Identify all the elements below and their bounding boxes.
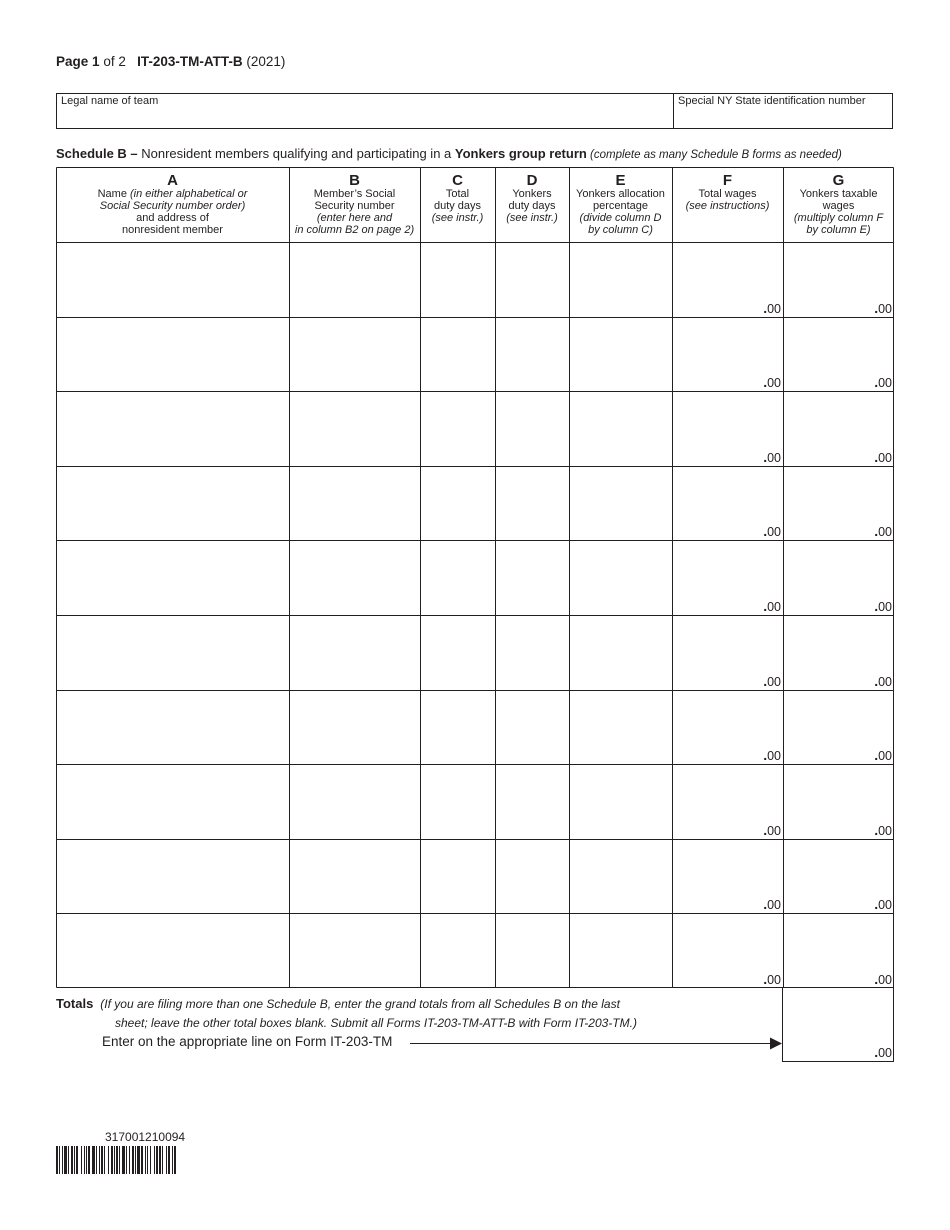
barcode-bar	[108, 1146, 109, 1174]
barcode-bar	[122, 1146, 125, 1174]
cents-label: .00	[874, 449, 892, 465]
cell-yonkers-duty-days[interactable]	[496, 691, 569, 764]
cell-name-address[interactable]	[57, 616, 289, 690]
cell-total-wages[interactable]	[673, 392, 783, 466]
cell-name-address[interactable]	[57, 765, 289, 839]
cell-yonkers-duty-days[interactable]	[496, 616, 569, 690]
totals-note-line2: sheet; leave the other total boxes blank. Submit all Forms IT-203-TM-ATT-B with Form IT-203-TM.)	[115, 1016, 637, 1030]
cell-yonkers-duty-days[interactable]	[496, 467, 569, 540]
cell-total-wages[interactable]	[673, 914, 783, 988]
barcode-bar	[129, 1146, 130, 1174]
table-row	[56, 391, 894, 466]
table-row	[56, 615, 894, 690]
barcode-number: 317001210094	[105, 1130, 186, 1144]
cell-yonkers-taxable-wages[interactable]	[784, 616, 894, 690]
cell-yonkers-taxable-wages[interactable]	[784, 467, 894, 540]
totals-enter-instruction: Enter on the appropriate line on Form IT-203-TM	[102, 1034, 393, 1049]
barcode-bar	[56, 1146, 58, 1174]
cell-allocation-percentage[interactable]	[570, 840, 672, 913]
barcode-bar	[126, 1146, 127, 1174]
page-header	[56, 54, 285, 69]
cell-total-duty-days[interactable]	[421, 616, 495, 690]
barcode-bar	[76, 1146, 78, 1174]
table-row	[56, 242, 894, 317]
cents-label: .00	[874, 822, 892, 838]
barcode-bar	[62, 1146, 63, 1174]
table-row	[56, 540, 894, 615]
barcode-bar	[81, 1146, 82, 1174]
barcode-bar	[59, 1146, 60, 1174]
total-yonkers-wages-field[interactable]	[782, 987, 894, 1062]
cents-label: .00	[874, 971, 892, 987]
column-header-f: F Total wages (see instructions)	[685, 172, 770, 212]
barcode-bar	[64, 1146, 67, 1174]
schedule-b-table	[56, 167, 894, 988]
cell-allocation-percentage[interactable]	[570, 392, 672, 466]
cell-ssn[interactable]	[290, 914, 420, 988]
total-cents: .00	[874, 1044, 892, 1060]
form-id: IT-203-TM-ATT-B	[137, 54, 243, 69]
cell-total-wages[interactable]	[673, 840, 783, 913]
cell-yonkers-duty-days[interactable]	[496, 541, 569, 615]
barcode-bar	[135, 1146, 136, 1174]
cell-yonkers-taxable-wages[interactable]	[784, 765, 894, 839]
cell-total-wages[interactable]	[673, 691, 783, 764]
barcode-bar	[132, 1146, 134, 1174]
totals-label: Totals	[56, 996, 94, 1011]
barcode-bar	[166, 1146, 167, 1174]
column-header-c: C Total duty days (see instr.)	[431, 172, 484, 224]
cell-name-address[interactable]	[57, 840, 289, 913]
cell-ssn[interactable]	[290, 616, 420, 690]
cell-ssn[interactable]	[290, 243, 420, 317]
special-id-field[interactable]	[674, 94, 892, 128]
cell-ssn[interactable]	[290, 467, 420, 540]
cell-yonkers-duty-days[interactable]	[496, 840, 569, 913]
cell-total-duty-days[interactable]	[421, 318, 495, 391]
schedule-title-note: (complete as many Schedule B forms as needed)	[586, 149, 842, 161]
cell-allocation-percentage[interactable]	[570, 541, 672, 615]
cents-label: .00	[763, 374, 781, 390]
column-header-e: E Yonkers allocation percentage (divide column D by column C)	[576, 172, 665, 236]
page-number: 1	[92, 54, 100, 69]
cell-allocation-percentage[interactable]	[570, 243, 672, 317]
cents-label: .00	[874, 300, 892, 316]
team-info-box	[56, 93, 893, 129]
barcode	[56, 1146, 240, 1174]
barcode-bar	[114, 1146, 115, 1174]
cell-name-address[interactable]	[57, 318, 289, 391]
cents-label: .00	[874, 747, 892, 763]
cents-label: .00	[763, 747, 781, 763]
cell-ssn[interactable]	[290, 840, 420, 913]
cell-total-wages[interactable]	[673, 616, 783, 690]
cents-label: .00	[874, 523, 892, 539]
cell-yonkers-taxable-wages[interactable]	[784, 318, 894, 391]
barcode-bar	[174, 1146, 176, 1174]
cents-label: .00	[763, 971, 781, 987]
barcode-bar	[141, 1146, 143, 1174]
cell-allocation-percentage[interactable]	[570, 467, 672, 540]
barcode-bar	[116, 1146, 118, 1174]
special-id-label: Special NY State identification number	[678, 95, 866, 107]
cell-name-address[interactable]	[57, 467, 289, 540]
table-row	[56, 839, 894, 913]
cents-label: .00	[763, 822, 781, 838]
cell-name-address[interactable]	[57, 392, 289, 466]
cell-total-duty-days[interactable]	[421, 765, 495, 839]
cell-ssn[interactable]	[290, 318, 420, 391]
schedule-title-bold2: Yonkers group return	[454, 146, 587, 161]
barcode-bar	[150, 1146, 151, 1174]
page-of: of 2	[103, 54, 126, 69]
barcode-bar	[96, 1146, 97, 1174]
cents-label: .00	[874, 896, 892, 912]
cell-total-wages[interactable]	[673, 541, 783, 615]
table-row	[56, 913, 894, 988]
barcode-bar	[162, 1146, 163, 1174]
legal-name-label: Legal name of team	[61, 95, 159, 107]
barcode-bar	[147, 1146, 148, 1174]
cell-total-duty-days[interactable]	[421, 392, 495, 466]
barcode-bar	[71, 1146, 73, 1174]
cents-label: .00	[874, 374, 892, 390]
barcode-bar	[111, 1146, 113, 1174]
schedule-title	[56, 146, 842, 161]
schedule-title-bold: Schedule B –	[56, 146, 138, 161]
table-row	[56, 317, 894, 391]
cell-allocation-percentage[interactable]	[570, 765, 672, 839]
cell-name-address[interactable]	[57, 691, 289, 764]
cell-yonkers-taxable-wages[interactable]	[784, 243, 894, 317]
cell-allocation-percentage[interactable]	[570, 616, 672, 690]
cell-yonkers-taxable-wages[interactable]	[784, 541, 894, 615]
legal-name-field[interactable]	[57, 94, 674, 128]
cents-label: .00	[874, 673, 892, 689]
cell-total-duty-days[interactable]	[421, 840, 495, 913]
schedule-title-text: Nonresident members qualifying and participating in a	[137, 146, 455, 161]
cell-total-wages[interactable]	[673, 243, 783, 317]
column-header-a: A Name (in either alphabetical or Social Security number order) and address of nonresident member	[97, 172, 248, 236]
cell-total-duty-days[interactable]	[421, 467, 495, 540]
cell-ssn[interactable]	[290, 691, 420, 764]
totals-note-line1: (If you are filing more than one Schedule B, enter the grand totals from all Schedules B on the last	[100, 997, 620, 1011]
totals-arrow	[400, 1036, 785, 1052]
cents-label: .00	[763, 598, 781, 614]
column-header-d: D Yonkers duty days (see instr.)	[506, 172, 558, 224]
barcode-bar	[88, 1146, 90, 1174]
form-year: (2021)	[246, 54, 286, 69]
barcode-bar	[74, 1146, 75, 1174]
cell-yonkers-duty-days[interactable]	[496, 392, 569, 466]
barcode-bar	[168, 1146, 170, 1174]
barcode-bar	[156, 1146, 158, 1174]
cell-total-duty-days[interactable]	[421, 541, 495, 615]
barcode-bar	[68, 1146, 69, 1174]
barcode-bar	[99, 1146, 100, 1174]
table-row	[56, 466, 894, 540]
cell-yonkers-taxable-wages[interactable]	[784, 840, 894, 913]
cents-label: .00	[763, 673, 781, 689]
barcode-bar	[92, 1146, 95, 1174]
cell-allocation-percentage[interactable]	[570, 691, 672, 764]
cell-ssn[interactable]	[290, 765, 420, 839]
cell-name-address[interactable]	[57, 541, 289, 615]
cents-label: .00	[763, 896, 781, 912]
barcode-bar	[159, 1146, 161, 1174]
barcode-bar	[84, 1146, 85, 1174]
barcode-bar	[154, 1146, 155, 1174]
cell-name-address[interactable]	[57, 914, 289, 988]
cell-allocation-percentage[interactable]	[570, 318, 672, 391]
cell-yonkers-taxable-wages[interactable]	[784, 691, 894, 764]
cell-name-address[interactable]	[57, 243, 289, 317]
cell-total-wages[interactable]	[673, 765, 783, 839]
cell-ssn[interactable]	[290, 392, 420, 466]
barcode-bar	[86, 1146, 87, 1174]
cell-yonkers-duty-days[interactable]	[496, 914, 569, 988]
barcode-bar	[101, 1146, 103, 1174]
cell-total-wages[interactable]	[673, 467, 783, 540]
cents-label: .00	[763, 300, 781, 316]
cents-label: .00	[763, 523, 781, 539]
cell-allocation-percentage[interactable]	[570, 914, 672, 988]
cents-label: .00	[874, 598, 892, 614]
cell-total-duty-days[interactable]	[421, 691, 495, 764]
barcode-bar	[104, 1146, 105, 1174]
table-row	[56, 764, 894, 839]
barcode-bar	[119, 1146, 120, 1174]
table-row	[56, 690, 894, 764]
cell-yonkers-duty-days[interactable]	[496, 318, 569, 391]
cell-yonkers-duty-days[interactable]	[496, 243, 569, 317]
cell-yonkers-duty-days[interactable]	[496, 765, 569, 839]
cell-yonkers-taxable-wages[interactable]	[784, 392, 894, 466]
cents-label: .00	[763, 449, 781, 465]
page-word: Page	[56, 54, 89, 69]
cell-yonkers-taxable-wages[interactable]	[784, 914, 894, 988]
cell-ssn[interactable]	[290, 541, 420, 615]
column-header-b: B Member’s Social Security number (enter here and in column B2 on page 2)	[294, 172, 415, 236]
barcode-bar	[137, 1146, 140, 1174]
cell-total-wages[interactable]	[673, 318, 783, 391]
cell-total-duty-days[interactable]	[421, 243, 495, 317]
barcode-bar	[145, 1146, 146, 1174]
column-header-g: G Yonkers taxable wages (multiply column F by column E)	[793, 172, 884, 236]
cell-total-duty-days[interactable]	[421, 914, 495, 988]
barcode-bar	[172, 1146, 173, 1174]
